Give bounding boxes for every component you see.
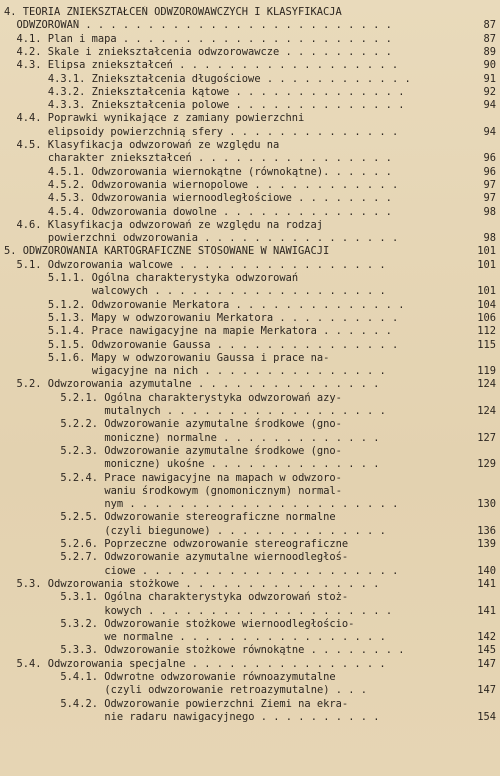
toc-entry-title: 5.4. Odwzorowania specjalne . . . . . . . . . . . . . . . .: [16, 657, 386, 670]
toc-entry: [0, 378, 500, 390]
toc-entry: [0, 472, 500, 484]
toc-entry: [0, 485, 500, 497]
toc-entry-page: 140: [477, 564, 496, 577]
toc-entry-title: moniczne) normalne . . . . . . . . . . . . .: [104, 431, 380, 444]
toc-entry-title: 5.1.2. Odwzorowanie Merkatora . . . . . . . . . . . . . .: [47, 298, 405, 311]
toc-entry-title: moniczne) ukośne . . . . . . . . . . . . . .: [104, 458, 380, 471]
toc-entry-title: 4.3.2. Zniekształcenia kątowe . . . . . . . . . . . . . .: [47, 85, 405, 98]
toc-entry-title: 5.2. Odwzorowania azymutalne . . . . . . . . . . . . . . .: [16, 378, 380, 391]
toc-entry-page: 115: [477, 338, 496, 351]
toc-entry-title: nie radaru nawigacyjnego . . . . . . . . . .: [104, 710, 380, 723]
toc-entry-page: 89: [483, 45, 496, 58]
toc-entry-title: 5.2.2. Odwzorowanie azymutalne środkowe (gno-: [60, 418, 342, 431]
toc-entry-page: 104: [477, 298, 496, 311]
toc-entry: [0, 73, 500, 85]
toc-entry-page: 98: [483, 232, 496, 245]
toc-entry: [0, 498, 500, 510]
toc-entry-title: mutalnych . . . . . . . . . . . . . . . . . .: [104, 405, 386, 417]
toc-entry-page: 142: [477, 631, 496, 644]
toc-entry-title: 4.2. Skale i zniekształcenia odwzorowawcze . . . . . . . . .: [16, 45, 392, 58]
toc-entry-page: 127: [477, 431, 496, 444]
toc-entry: [0, 578, 500, 590]
toc-entry-title: 5.2.7. Odwzorowanie azymutalne wiernoodległoś-: [60, 551, 349, 564]
toc-entry-title: 4.4. Poprawki wynikające z zamiany powierzchni: [16, 112, 305, 125]
toc-entry-page: 141: [477, 604, 496, 617]
toc-entry-page: 97: [483, 178, 496, 191]
toc-entry-page: 101: [477, 258, 496, 271]
toc-entry: [0, 285, 500, 297]
toc-entry: [0, 711, 500, 723]
toc-entry-page: 147: [477, 657, 496, 670]
toc-entry-title: ODWZOROWAŃ . . . . . . . . . . . . . . . . . . . . . . . . .: [16, 19, 392, 32]
toc-entry: [0, 511, 500, 523]
toc-entry: [0, 112, 500, 124]
toc-entry-page: 154: [477, 710, 496, 723]
toc-entry-title: kowych . . . . . . . . . . . . . . . . . . . .: [104, 604, 393, 617]
toc-entry: [0, 445, 500, 457]
toc-entry-page: 145: [477, 644, 496, 657]
toc-entry-page: 106: [477, 311, 496, 324]
toc-entry: [0, 565, 500, 577]
toc-entry: [0, 152, 500, 164]
toc-entry-title: 4.5.3. Odwzorowania wiernoodległościowe . . . . . . . .: [47, 192, 392, 205]
toc-entry-page: 87: [483, 32, 496, 45]
toc-entry: [0, 618, 500, 630]
toc-entry-title: 4.3. Elipsa zniekształceń . . . . . . . . . . . . . . . . . .: [16, 59, 399, 72]
toc-entry-title: elipsoidy powierzchnią sfery . . . . . . . . . . . . . .: [47, 125, 399, 138]
toc-entry: [0, 405, 500, 417]
toc-entry-title: 5.2.4. Prace nawigacyjne na mapach w odwzoro-: [60, 471, 342, 484]
toc-entry-title: 4.5.2. Odwzorowania wiernopolowe . . . . . . . . . . . .: [47, 178, 399, 191]
toc-entry-title: charakter zniekształceń . . . . . . . . . . . . . . . .: [47, 152, 392, 165]
toc-entry-page: 94: [483, 99, 496, 112]
toc-entry: [0, 126, 500, 138]
toc-entry-title: 4.5. Klasyfikacja odwzorowań ze względu na: [16, 139, 280, 151]
toc-entry-title: 5.2.3. Odwzorowanie azymutalne środkowe (gno-: [60, 444, 342, 457]
toc-entry: [0, 365, 500, 377]
toc-entry: [0, 698, 500, 710]
toc-entry: [0, 46, 500, 58]
toc-entry-title: walcowych . . . . . . . . . . . . . . . . . . .: [91, 285, 386, 298]
toc-entry-title: waniu środkowym (gnomonicznym) normal-: [104, 484, 343, 497]
toc-entry-page: 98: [483, 205, 496, 218]
toc-entry-title: 5.3.1. Ogólna charakterystyka odwzorowań stoż-: [60, 591, 349, 604]
toc-entry-title: 4.3.1. Zniekształcenia długościowe . . . . . . . . . . . .: [47, 72, 411, 85]
toc-entry-title: (czyli odwzorowanie retroazymutalne) . . .: [104, 684, 368, 697]
toc-entry: [0, 6, 500, 18]
toc-entry-page: 101: [477, 245, 496, 258]
toc-entry: [0, 525, 500, 537]
toc-entry: [0, 232, 500, 244]
toc-entry: [0, 644, 500, 656]
toc-entry-page: 87: [483, 19, 496, 32]
toc-entry: [0, 352, 500, 364]
toc-entry-title: 5.3.3. Odwzorowanie stożkowe równokątne . . . . . . . .: [60, 644, 405, 657]
toc-entry: [0, 192, 500, 204]
toc-entry: [0, 86, 500, 98]
toc-entry-title: ciowe . . . . . . . . . . . . . . . . . . . . .: [104, 564, 399, 577]
toc-entry: [0, 671, 500, 683]
toc-entry-title: 5.2.5. Odwzorowanie stereograficzne normalne: [60, 511, 336, 524]
toc-entry-page: 101: [477, 285, 496, 298]
toc-entry-title: nym . . . . . . . . . . . . . . . . . . . . . .: [104, 498, 399, 511]
toc-entry-page: 130: [477, 498, 496, 511]
toc-entry: [0, 312, 500, 324]
toc-entry-title: 5.1.5. Odwzorowanie Gaussa . . . . . . . . . . . . . . .: [47, 338, 399, 351]
toc-entry: [0, 99, 500, 111]
toc-entry-title: 4. TEORIA ZNIEKSZTAŁCEŃ ODWZOROWAWCZYCH I KLASYFIKACJA: [4, 6, 342, 18]
toc-entry-page: 129: [477, 458, 496, 471]
toc-entry-title: (czyli biegunowe) . . . . . . . . . . . . . .: [104, 524, 386, 537]
toc-entry-page: 124: [477, 405, 496, 417]
toc-entry: [0, 166, 500, 178]
toc-entry: [0, 392, 500, 404]
toc-entry-page: 119: [477, 365, 496, 378]
toc-entry: [0, 591, 500, 603]
toc-entry-title: we normalne . . . . . . . . . . . . . . . . .: [104, 631, 386, 644]
toc-entry-page: 124: [477, 378, 496, 391]
toc-entry-page: 92: [483, 85, 496, 98]
toc-entry-title: 4.1. Plan i mapa . . . . . . . . . . . . . . . . . . . . . .: [16, 32, 392, 45]
toc-entry-title: 5.4.2. Odwzorowanie powierzchni Ziemi na ekra-: [60, 697, 349, 710]
toc-entry: [0, 605, 500, 617]
toc-entry-page: 96: [483, 165, 496, 178]
toc-entry-page: 112: [477, 325, 496, 338]
toc-entry: [0, 684, 500, 696]
toc-entry-title: 5.3.2. Odwzorowanie stożkowe wiernoodległościo-: [60, 617, 355, 630]
toc-entry: [0, 139, 500, 151]
toc-entry-title: 5.1.1. Ogólna charakterystyka odwzorowań: [47, 272, 299, 284]
toc-entry-title: 4.5.4. Odwzorowania dowolne . . . . . . . . . . . . . .: [47, 205, 392, 218]
toc-entry-title: 5.2.1. Ogólna charakterystyka odwzorowań azy-: [60, 391, 342, 404]
toc-entry: [0, 325, 500, 337]
toc-entry-title: powierzchni odwzorowania . . . . . . . . . . . . . . . .: [47, 232, 399, 245]
toc-entry: [0, 432, 500, 444]
toc-entry: [0, 631, 500, 643]
toc-entry-page: 94: [483, 125, 496, 138]
toc-entry: [0, 219, 500, 231]
toc-entry-title: 5.3. Odwzorowania stożkowe . . . . . . . . . . . . . . . .: [16, 577, 380, 590]
toc-entry: [0, 33, 500, 45]
toc-entry-page: 147: [477, 684, 496, 697]
toc-entry: [0, 551, 500, 563]
toc-entry: [0, 245, 500, 257]
toc-entry-title: 5.2.6. Poprzeczne odwzorowanie stereograficzne: [60, 538, 349, 550]
toc-entry-page: 96: [483, 152, 496, 165]
toc-entry-title: wigacyjne na nich . . . . . . . . . . . . . . .: [91, 365, 386, 378]
toc-entry-title: 5.4.1. Odwrotne odwzorowanie równoazymutalne: [60, 671, 336, 683]
toc-entry-title: 5.1.3. Mapy w odwzorowaniu Merkatora . . . . . . . . . .: [47, 311, 399, 324]
toc-entry-title: 5.1. Odwzorowania walcowe . . . . . . . . . . . . . . . . .: [16, 258, 386, 271]
toc-entry: [0, 59, 500, 71]
toc-entry-title: 4.6. Klasyfikacja odwzorowań ze względu na rodzaj: [16, 218, 324, 231]
toc-entry: [0, 658, 500, 670]
toc-entry: [0, 19, 500, 31]
toc-entry-page: 139: [477, 538, 496, 550]
toc-entry-page: 97: [483, 192, 496, 205]
toc-entry-title: 4.5.1. Odwzorowania wiernokątne (równokątne). . . . . .: [47, 165, 392, 178]
toc-entry: [0, 339, 500, 351]
toc-entry: [0, 458, 500, 470]
toc-entry: [0, 418, 500, 430]
toc-entry-page: 141: [477, 577, 496, 590]
toc-entry: [0, 179, 500, 191]
toc-entry: [0, 259, 500, 271]
toc-entry-title: 5. ODWZOROWANIA KARTOGRAFICZNE STOSOWANE W NAWIGACJI: [4, 245, 330, 258]
toc-entry: [0, 206, 500, 218]
toc-entry-page: 90: [483, 59, 496, 72]
toc-entry-page: 91: [483, 72, 496, 85]
toc-entry-title: 4.3.3. Zniekształcenia polowe . . . . . . . . . . . . . .: [47, 99, 405, 112]
toc-entry: [0, 299, 500, 311]
toc-entry: [0, 538, 500, 550]
toc-entry-page: 136: [477, 524, 496, 537]
toc-entry: [0, 272, 500, 284]
toc-entry-title: 5.1.4. Prace nawigacyjne na mapie Merkatora . . . . . .: [47, 325, 392, 338]
toc-entry-title: 5.1.6. Mapy w odwzorowaniu Gaussa i prace na-: [47, 351, 330, 364]
